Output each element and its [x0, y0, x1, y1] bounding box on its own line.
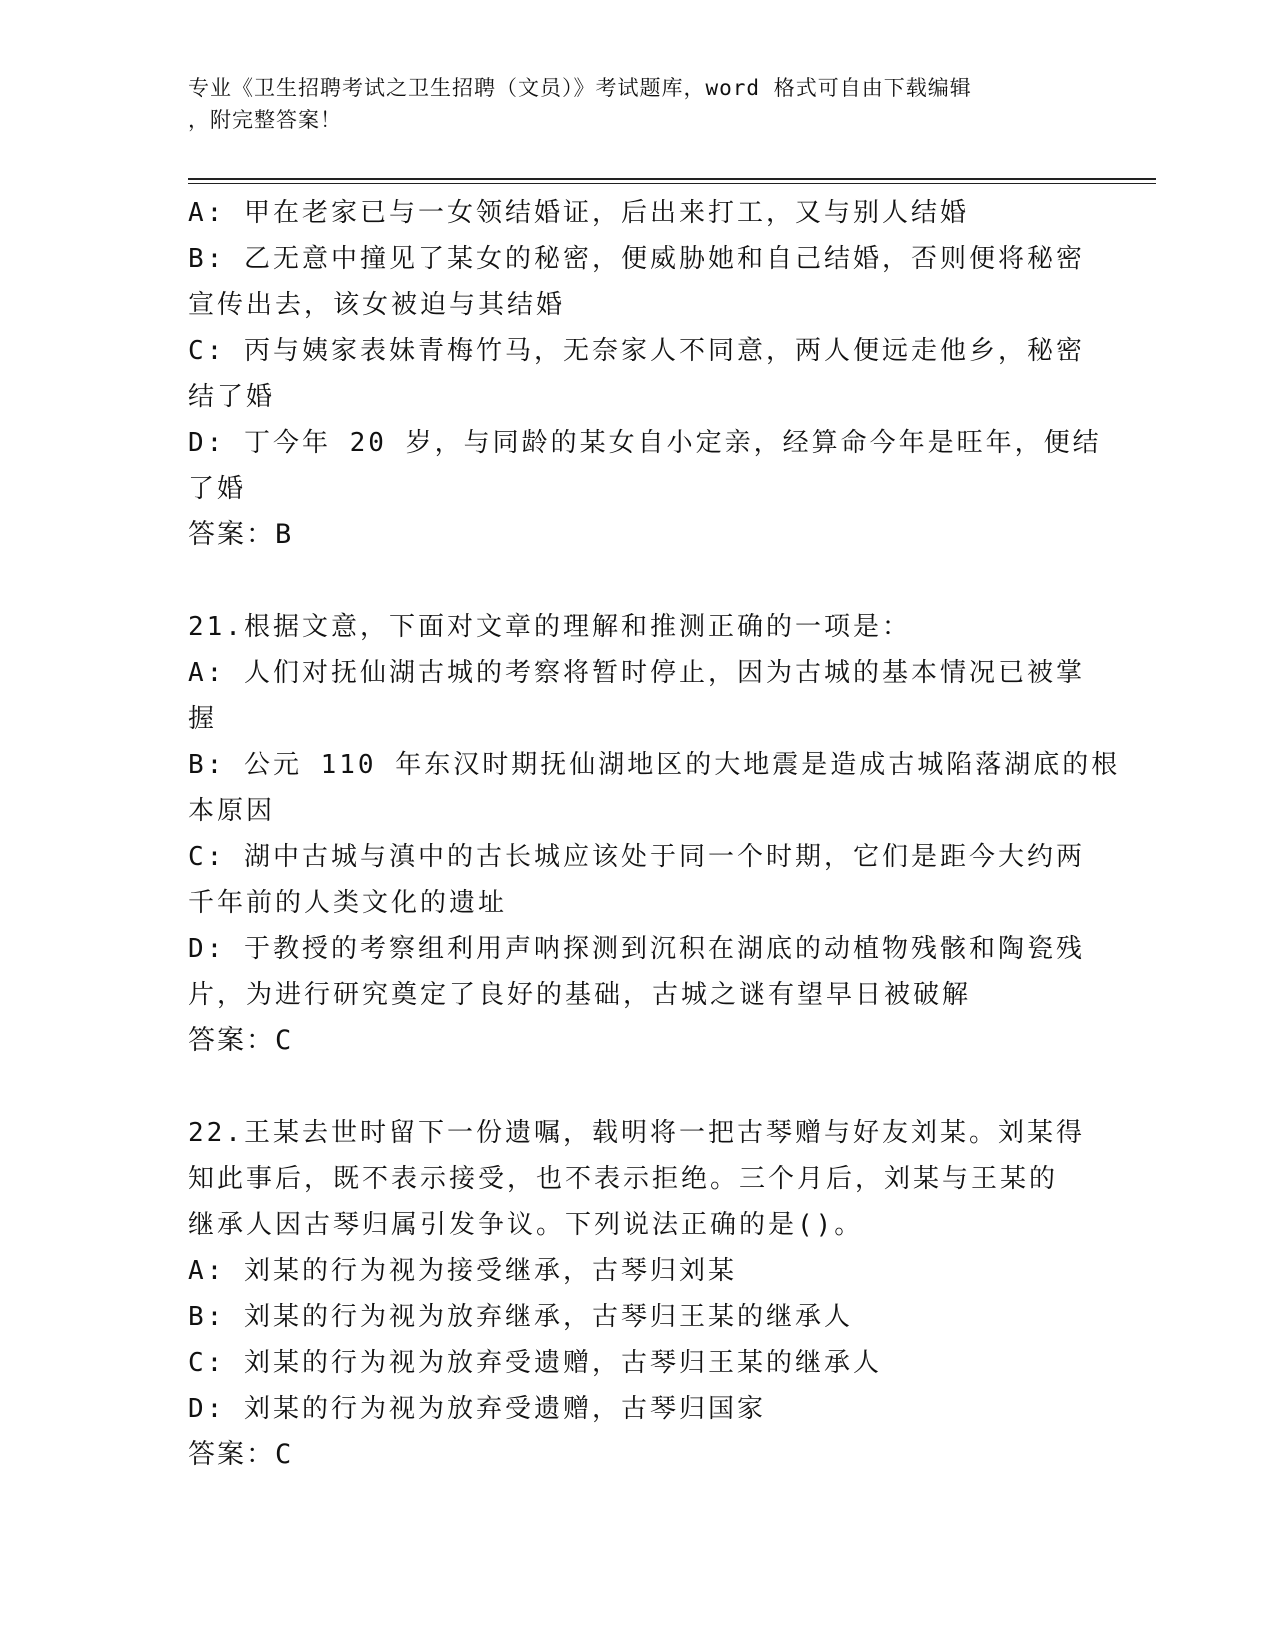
header-line-1: 专业《卫生招聘考试之卫生招聘（文员）》考试题库，word 格式可自由下载编辑 — [188, 76, 972, 100]
spacer — [188, 558, 1088, 604]
question-22 — [188, 1110, 1088, 1478]
option-d: D: 刘某的行为视为放弃受遗赠，古琴归国家 — [188, 1394, 766, 1424]
answer-label: 答案：C — [188, 1439, 294, 1470]
document-header — [188, 72, 1088, 136]
question-20 — [188, 190, 1102, 558]
question-stem: 22.王某去世时留下一份遗嘱，载明将一把古琴赠与好友刘某。刘某得 知此事后，既不表示接受，也不表示拒绝。三个月后，刘某与王某的 继承人因古琴归属引发争议。下列说法正确的是()。 — [188, 1118, 1085, 1240]
question-21 — [188, 604, 1121, 1064]
option-c: C: 丙与姨家表妹青梅竹马，无奈家人不同意，两人便远走他乡，秘密 结了婚 — [188, 336, 1085, 412]
spacer — [188, 1064, 1088, 1110]
option-a: A: 刘某的行为视为接受继承，古琴归刘某 — [188, 1256, 737, 1286]
header-divider-thin — [188, 183, 1156, 184]
option-b: B: 刘某的行为视为放弃继承，古琴归王某的继承人 — [188, 1302, 853, 1332]
option-a: A: 甲在老家已与一女领结婚证，后出来打工，又与别人结婚 — [188, 198, 969, 228]
answer-label: 答案：B — [188, 519, 294, 550]
option-c: C: 刘某的行为视为放弃受遗赠，古琴归王某的继承人 — [188, 1348, 882, 1378]
question-stem: 21.根据文意，下面对文章的理解和推测正确的一项是： — [188, 612, 911, 642]
header-divider — [188, 178, 1156, 180]
option-a: A: 人们对抚仙湖古城的考察将暂时停止，因为古城的基本情况已被掌 握 — [188, 658, 1085, 734]
option-d: D: 丁今年 20 岁，与同龄的某女自小定亲，经算命今年是旺年，便结 了婚 — [188, 428, 1102, 504]
option-b: B: 乙无意中撞见了某女的秘密，便威胁她和自己结婚，否则便将秘密 宣传出去，该女被迫与其结婚 — [188, 244, 1085, 320]
header-line-2: ，附完整答案！ — [188, 108, 342, 132]
option-b: B: 公元 110 年东汉时期抚仙湖地区的大地震是造成古城陷落湖底的根 本原因 — [188, 750, 1121, 826]
option-c: C: 湖中古城与滇中的古长城应该处于同一个时期，它们是距今大约两 千年前的人类文化的遗址 — [188, 842, 1085, 918]
question-content — [188, 190, 1121, 1478]
option-d: D: 于教授的考察组利用声呐探测到沉积在湖底的动植物残骸和陶瓷残 片，为进行研究奠定了良好的基础，古城之谜有望早日被破解 — [188, 934, 1085, 1010]
answer-label: 答案：C — [188, 1025, 294, 1056]
